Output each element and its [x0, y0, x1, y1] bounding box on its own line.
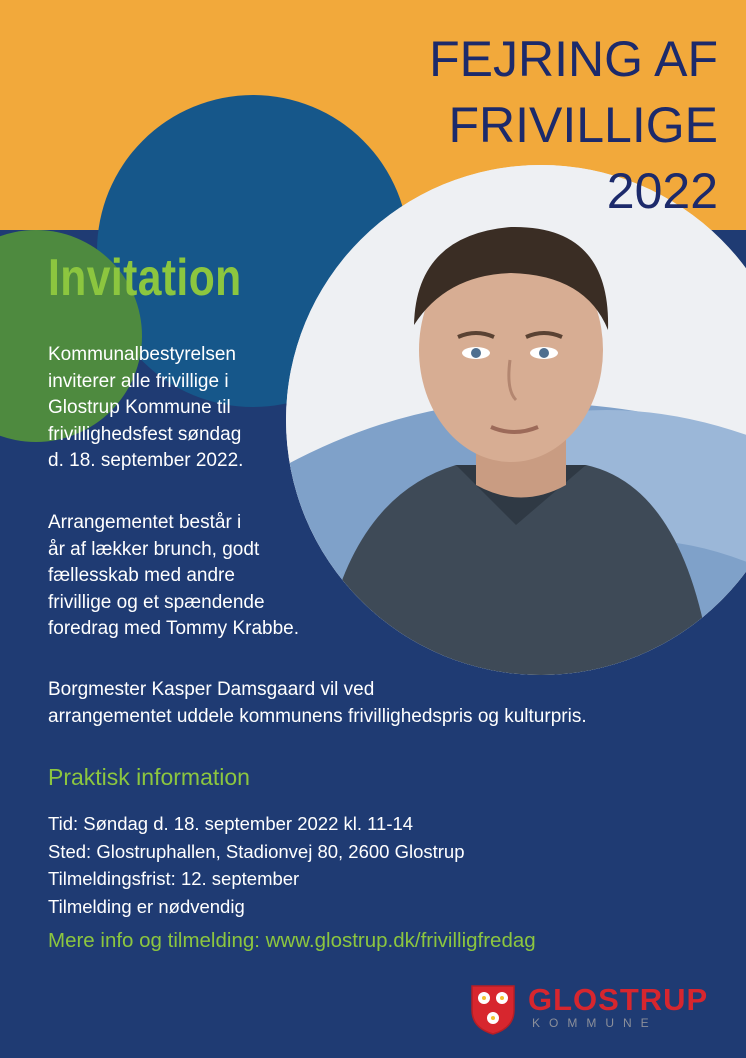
- title-line-3: 2022: [606, 163, 718, 219]
- speaker-photo: [286, 165, 746, 675]
- info-time: Tid: Søndag d. 18. september 2022 kl. 11-14: [48, 813, 414, 834]
- practical-info-heading: Praktisk information: [48, 764, 250, 790]
- logo-name: GLOSTRUP: [528, 982, 709, 1017]
- title-line-2: FRIVILLIGE: [448, 97, 718, 153]
- text-line: Arrangementet består i: [48, 512, 242, 533]
- text-line: Borgmester Kasper Damsgaard vil ved: [48, 679, 375, 700]
- text-line: d. 18. september 2022.: [48, 450, 244, 471]
- info-registration-required: Tilmelding er nødvendig: [48, 895, 245, 917]
- info-place: Sted: Glostruphallen, Stadionvej 80, 2600 Glostrup: [48, 840, 465, 862]
- invitation-paragraph-3: [48, 677, 587, 730]
- glostrup-kommune-logo: [470, 984, 720, 1036]
- info-deadline: Tilmeldingsfrist: 12. september: [48, 868, 300, 889]
- title-line-1: FEJRING AF: [429, 31, 718, 87]
- logo-subtitle: KOMMUNE: [532, 1016, 658, 1030]
- event-title: [298, 26, 718, 224]
- text-line: inviterer alle frivillige i: [48, 370, 229, 392]
- text-line: frivillige og et spændende: [48, 591, 265, 613]
- text-line: Kommunalbestyrelsen: [48, 344, 236, 365]
- coat-of-arms-icon: [470, 984, 516, 1036]
- practical-info-list: [48, 810, 465, 920]
- text-line: frivillighedsfest søndag: [48, 423, 242, 445]
- invitation-paragraph-2: [48, 510, 299, 643]
- invitation-paragraph-1: [48, 342, 243, 475]
- text-line: Glostrup Kommune til: [48, 397, 231, 418]
- more-info-link[interactable]: Mere info og tilmelding: www.glostrup.dk/frivilligfredag: [48, 929, 536, 952]
- text-line: arrangementet uddele kommunens frivillighedspris og kulturpris.: [48, 705, 587, 727]
- text-line: foredrag med Tommy Krabbe.: [48, 618, 299, 639]
- text-line: fællesskab med andre: [48, 565, 235, 586]
- invitation-heading: Invitation: [48, 249, 242, 307]
- text-line: år af lækker brunch, godt: [48, 538, 260, 560]
